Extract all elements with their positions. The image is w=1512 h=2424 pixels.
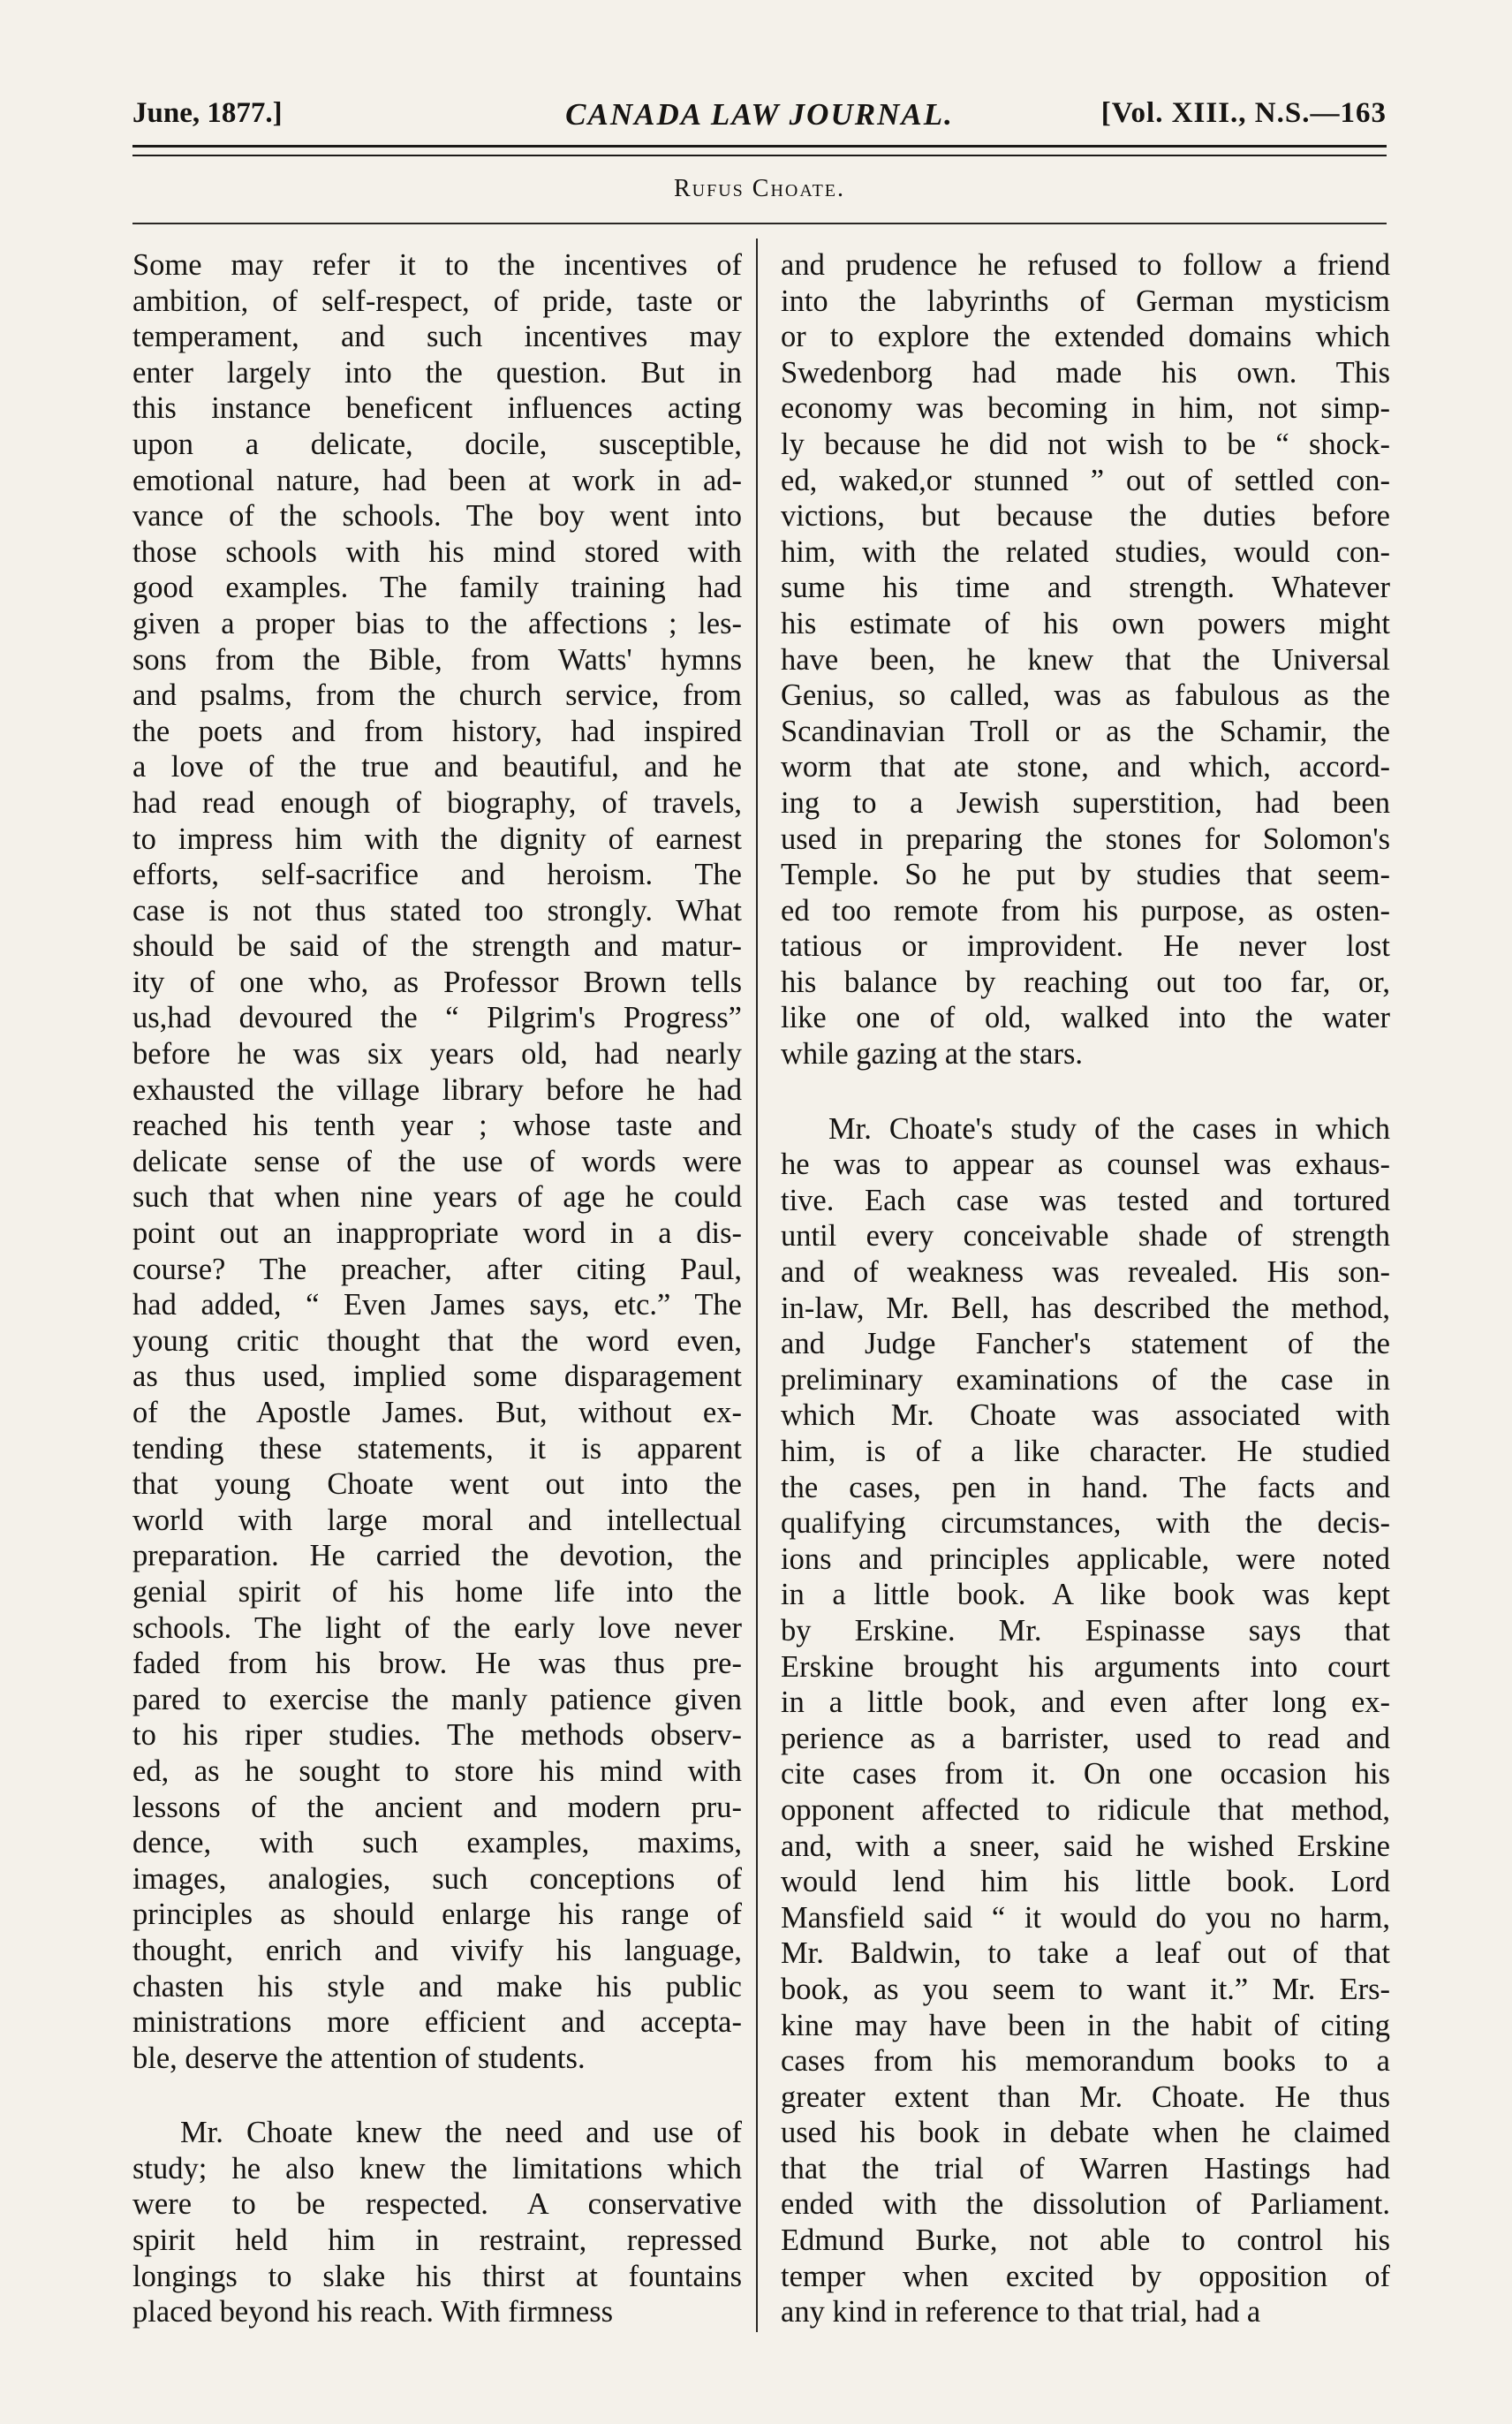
text-line: while gazing at the stars.: [781, 1037, 1084, 1072]
text-line: tatious or improvident. He never lost: [781, 929, 1390, 964]
text-line: in a little book, and even after long ex-: [781, 1685, 1390, 1720]
text-line: Erskine brought his arguments into court: [781, 1649, 1390, 1684]
text-line: would lend him his little book. Lord: [781, 1865, 1390, 1899]
text-line: tending these statements, it is apparent: [132, 1431, 742, 1466]
text-line: course? The preacher, after citing Paul,: [132, 1252, 742, 1286]
text-line: cases from his memorandum books to a: [781, 2044, 1390, 2079]
text-line: Mr. Choate's study of the cases in which: [828, 1111, 1390, 1146]
text-line: Edmund Burke, not able to control his: [781, 2223, 1390, 2258]
text-line: upon a delicate, docile, susceptible,: [132, 427, 742, 461]
header-double-rule: [132, 145, 1387, 156]
text-line: such that when nine years of age he could: [132, 1180, 742, 1215]
text-line: his estimate of his own powers might: [781, 606, 1390, 640]
text-line: Swedenborg had made his own. This: [781, 355, 1390, 390]
text-line: efforts, self-sacrifice and heroism. The: [132, 858, 742, 892]
text-line: Mr. Choate knew the need and use of: [180, 2116, 742, 2150]
text-line: tive. Each case was tested and tortured: [781, 1183, 1390, 1217]
text-line: this instance beneficent influences acting: [132, 391, 742, 426]
text-line: economy was becoming in him, not simp-: [781, 391, 1390, 426]
text-line: case is not thus stated too strongly. What: [132, 893, 742, 928]
text-line: Temple. So he put by studies that seem-: [781, 858, 1390, 892]
text-line: used his book in debate when he claimed: [781, 2116, 1390, 2150]
text-line: any kind in reference to that trial, had a: [781, 2295, 1261, 2329]
text-line: ing to a Jewish superstition, had been: [781, 785, 1390, 820]
text-line: delicate sense of the use of words were: [132, 1144, 742, 1178]
text-line: and of weakness was revealed. His son-: [781, 1255, 1390, 1290]
issue-date: June, 1877.]: [132, 97, 283, 129]
text-line: qualifying circumstances, with the decis-: [781, 1506, 1390, 1541]
paragraph: [781, 1111, 1390, 2330]
paragraph-gap: [781, 1072, 1390, 1111]
text-line: to his riper studies. The methods observ-: [132, 1718, 742, 1753]
text-line: ended with the dissolution of Parliament.: [781, 2187, 1390, 2222]
text-line: which Mr. Choate was associated with: [781, 1398, 1390, 1433]
text-line: reached his tenth year ; whose taste and: [132, 1109, 742, 1143]
text-line: ble, deserve the attention of students.: [132, 2041, 586, 2075]
text-line: ed too remote from his purpose, as osten-: [781, 893, 1390, 928]
text-line: ed, as he sought to store his mind with: [132, 1754, 742, 1788]
text-line: study; he also knew the limitations which: [132, 2151, 742, 2185]
text-line: point out an inappropriate word in a dis-: [132, 1216, 742, 1251]
volume-page-number: [Vol. XIII., N.S.—163: [1100, 97, 1387, 129]
text-line: him, is of a like character. He studied: [781, 1435, 1390, 1468]
text-line: ambition, of self-respect, of pride, taste or: [132, 284, 742, 318]
text-line: and, with a sneer, said he wished Erskine: [781, 1829, 1390, 1863]
text-line: in-law, Mr. Bell, has described the method,: [781, 1291, 1390, 1325]
text-line: cite cases from it. On one occasion his: [781, 1757, 1390, 1791]
text-line: spirit held him in restraint, repressed: [132, 2223, 742, 2258]
text-line: genial spirit of his home life into the: [132, 1574, 742, 1609]
text-line: ed, waked,or stunned ” out of settled con-: [781, 463, 1390, 497]
text-line: by Erskine. Mr. Espinasse says that: [781, 1613, 1390, 1648]
text-line: pared to exercise the manly patience given: [132, 1682, 742, 1716]
text-line: enter largely into the question. But in: [132, 355, 742, 390]
text-line: sons from the Bible, from Watts' hymns: [132, 642, 742, 677]
text-line: schools. The light of the early love never: [132, 1610, 742, 1645]
text-line: him, with the related studies, would con-: [781, 534, 1390, 569]
text-line: temperament, and such incentives may: [132, 320, 742, 354]
text-line: preparation. He carried the devotion, the: [132, 1539, 742, 1573]
text-line: or to explore the extended domains which: [781, 320, 1390, 354]
paragraph: [132, 2115, 742, 2330]
text-line: principles as should enlarge his range of: [132, 1898, 742, 1932]
text-line: perience as a barrister, used to read and: [781, 1721, 1390, 1755]
text-line: and prudence he refused to follow a friend: [781, 248, 1390, 282]
text-line: Some may refer it to the incentives of: [132, 248, 742, 282]
text-line: Mansfield said “ it would do you no harm,: [781, 1900, 1390, 1935]
text-line: of the Apostle James. But, without ex-: [132, 1396, 742, 1429]
text-line: have been, he knew that the Universal: [781, 642, 1390, 677]
section-rule: [132, 223, 1387, 224]
text-line: given a proper bias to the affections ; les-: [132, 606, 742, 640]
text-line: world with large moral and intellectual: [132, 1503, 742, 1537]
text-line: his balance by reaching out too far, or,: [781, 965, 1390, 999]
journal-title: CANADA LAW JOURNAL.: [565, 97, 954, 132]
text-line: those schools with his mind stored with: [132, 534, 742, 569]
paragraph-gap: [132, 2076, 742, 2115]
text-line: opponent affected to ridicule that method,: [781, 1792, 1390, 1827]
text-line: ministrations more efficient and accepta-: [132, 2005, 742, 2040]
text-line: worm that ate stone, and which, accord-: [781, 750, 1390, 784]
text-line: dence, with such examples, maxims,: [132, 1826, 742, 1860]
text-line: preliminary examinations of the case in: [781, 1362, 1390, 1397]
text-line: were to be respected. A conservative: [132, 2187, 742, 2222]
text-line: emotional nature, had been at work in ad-: [132, 463, 742, 497]
text-line: Mr. Baldwin, to take a leaf out of that: [781, 1936, 1390, 1971]
text-line: sume his time and strength. Whatever: [781, 571, 1390, 605]
text-line: should be said of the strength and matur-: [132, 929, 742, 964]
text-line: had read enough of biography, of travels,: [132, 785, 742, 820]
text-line: longings to slake his thirst at fountains: [132, 2259, 742, 2293]
column-divider: [756, 239, 758, 2332]
text-line: as thus used, implied some disparagement: [132, 1360, 742, 1394]
text-line: a love of the true and beautiful, and he: [132, 750, 742, 784]
text-line: ly because he did not wish to be “ shock-: [781, 427, 1390, 461]
text-line: placed beyond his reach. With firmness: [132, 2295, 614, 2329]
text-line: had added, “ Even James says, etc.” The: [132, 1288, 742, 1322]
text-line: vance of the schools. The boy went into: [132, 499, 742, 534]
text-line: that young Choate went out into the: [132, 1467, 742, 1502]
text-line: until every conceivable shade of strength: [781, 1219, 1390, 1254]
text-line: the cases, pen in hand. The facts and: [781, 1470, 1390, 1504]
text-line: chasten his style and make his public: [132, 1969, 742, 2004]
text-line: book, as you seem to want it.” Mr. Ers-: [781, 1972, 1390, 2006]
text-line: ions and principles applicable, were noted: [781, 1542, 1390, 1576]
text-line: like one of old, walked into the water: [781, 1001, 1390, 1035]
text-line: temper when excited by opposition of: [781, 2259, 1390, 2293]
text-line: used in preparing the stones for Solomon's: [781, 822, 1390, 856]
text-line: good examples. The family training had: [132, 571, 742, 605]
text-line: Genius, so called, was as fabulous as the: [781, 678, 1390, 713]
text-line: us,had devoured the “ Pilgrim's Progress”: [132, 1001, 742, 1035]
text-line: in a little book. A like book was kept: [781, 1578, 1390, 1612]
text-line: images, analogies, such conceptions of: [132, 1861, 742, 1896]
text-line: exhausted the village library before he had: [132, 1072, 742, 1107]
right-column: [781, 247, 1390, 2330]
text-line: into the labyrinths of German mysticism: [781, 284, 1390, 318]
left-column: [132, 247, 742, 2330]
text-line: faded from his brow. He was thus pre-: [132, 1647, 742, 1681]
paragraph: [781, 247, 1390, 1072]
text-line: young critic thought that the word even,: [132, 1323, 742, 1358]
text-line: before he was six years old, had nearly: [132, 1037, 742, 1072]
text-line: and Judge Fancher's statement of the: [781, 1327, 1390, 1361]
text-line: that the trial of Warren Hastings had: [781, 2151, 1390, 2185]
text-line: and psalms, from the church service, from: [132, 678, 742, 713]
text-line: thought, enrich and vivify his language,: [132, 1933, 742, 1967]
text-line: to impress him with the dignity of earnest: [132, 822, 742, 856]
running-head: [132, 88, 1387, 141]
paragraph: [132, 247, 742, 2076]
text-line: victions, but because the duties before: [781, 499, 1390, 534]
text-line: kine may have been in the habit of citing: [781, 2008, 1390, 2042]
text-line: ity of one who, as Professor Brown tells: [132, 965, 742, 999]
text-line: Scandinavian Troll or as the Schamir, the: [781, 714, 1390, 748]
section-title: Rufus Choate.: [673, 175, 846, 202]
text-line: lessons of the ancient and modern pru-: [132, 1790, 742, 1824]
text-line: he was to appear as counsel was exhaus-: [781, 1148, 1390, 1182]
text-line: greater extent than Mr. Choate. He thus: [781, 2079, 1390, 2114]
text-line: the poets and from history, had inspired: [132, 714, 742, 748]
